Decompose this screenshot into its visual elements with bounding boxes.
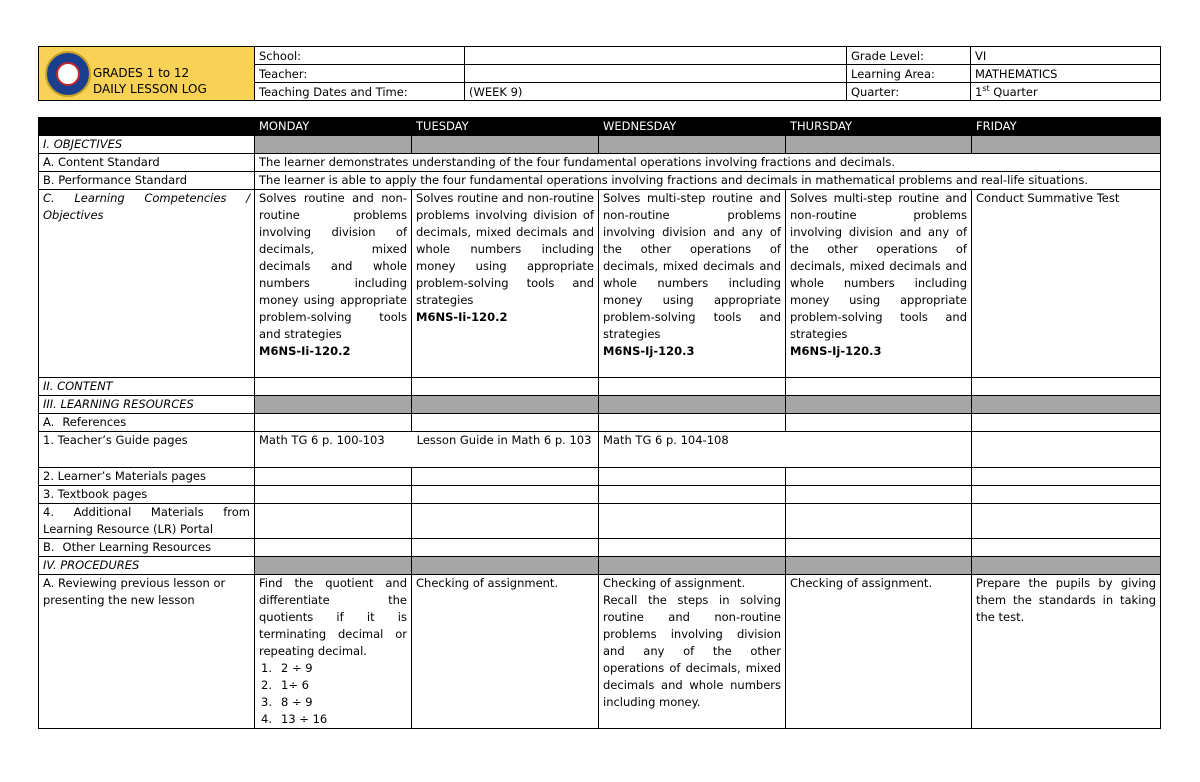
dates-label: Teaching Dates and Time: (255, 83, 465, 101)
performance-standard-label: B. Performance Standard (39, 172, 255, 190)
objectives-heading: I. OBJECTIVES (39, 136, 255, 154)
list-item: 4. 13 ÷ 16 (261, 712, 328, 726)
competency-wednesday: Solves multi-step routine and non-routine problems involving division and any of the other operations of decimals, mixed decimals and whole numbers including money using appropriate problem-solving tools and strategies M6NS-Ij-120.3 (599, 190, 786, 378)
references-label: A. References (39, 414, 255, 432)
competency-tuesday: Solves routine and non-routine problems involving division of decimals, mixed decimals and whole numbers including money using appropriate problem-solving tools and strategies M6NS-Ii-120.2 (412, 190, 599, 378)
competency-friday: Conduct Summative Test (972, 190, 1161, 378)
learners-materials-label: 2. Learner’s Materials pages (39, 468, 255, 486)
reviewing-label: A. Reviewing previous lesson or presenting the new lesson (39, 575, 255, 729)
lesson-table (38, 117, 1161, 729)
reviewing-row (39, 575, 1161, 729)
procedures-row (39, 557, 1161, 575)
teachers-guide-label: 1. Teacher’s Guide pages (39, 432, 255, 468)
reviewing-thursday: Checking of assignment. (786, 575, 972, 729)
teachers-guide-row (39, 432, 1161, 468)
learning-resources-row (39, 396, 1161, 414)
day-thursday: THURSDAY (786, 118, 972, 136)
content-standard-row (39, 154, 1161, 172)
competencies-row (39, 190, 1161, 378)
quarter-field[interactable]: 1st Quarter (971, 83, 1161, 101)
objectives-row (39, 136, 1161, 154)
grade-field[interactable]: VI (971, 47, 1161, 65)
teacher-field[interactable] (465, 65, 847, 83)
competencies-label: C. Learning Competencies / Objectives (39, 190, 255, 378)
area-field[interactable]: MATHEMATICS (971, 65, 1161, 83)
reviewing-friday: Prepare the pupils by giving them the standards in taking the test. (972, 575, 1161, 729)
title-line2: DAILY LESSON LOG (93, 82, 207, 96)
title-line1: GRADES 1 to 12 (93, 66, 190, 80)
competency-monday: Solves routine and non-routine problems involving division of decimals, mixed decimals and whole numbers including money using appropriate problem-solving tools and strategies M6NS-Ii-120.2 (255, 190, 412, 378)
grade-label: Grade Level: (847, 47, 971, 65)
reviewing-monday: Find the quotient and differentiate the quotients if it is terminating decimal or repeating decimal. 1. 2 ÷ 9 2. 1÷ 6 3. 8 ÷ 9 4. 13 ÷ 16 (255, 575, 412, 729)
learners-materials-row (39, 468, 1161, 486)
school-field[interactable] (465, 47, 847, 65)
other-resources-label: B. Other Learning Resources (39, 539, 255, 557)
references-row (39, 414, 1161, 432)
content-heading: II. CONTENT (39, 378, 255, 396)
competency-thursday: Solves multi-step routine and non-routine problems involving division and any of the other operations of decimals, mixed decimals and whole numbers including money using appropriate problem-solving tools and strategies M6NS-Ij-120.3 (786, 190, 972, 378)
header-table (38, 46, 1161, 101)
day-tuesday: TUESDAY (412, 118, 599, 136)
deped-logo-cell (39, 47, 255, 101)
monday-exercise-list (259, 660, 407, 728)
procedures-heading: IV. PROCEDURES (39, 557, 255, 575)
content-standard-text: The learner demonstrates understanding of the four fundamental operations involving fractions and decimals. (255, 154, 1161, 172)
performance-standard-row (39, 172, 1161, 190)
deped-seal-logo (45, 51, 91, 97)
teacher-label: Teacher: (255, 65, 465, 83)
teachers-guide-wed-thu: Math TG 6 p. 104-108 (599, 432, 972, 468)
day-wednesday: WEDNESDAY (599, 118, 786, 136)
list-item: 1. 2 ÷ 9 (261, 661, 313, 675)
reviewing-wednesday: Checking of assignment. Recall the steps in solving routine and non-routine problems involving division and any of the other operations of decimals, mixed decimals and whole numbers including money. (599, 575, 786, 729)
list-item: 3. 8 ÷ 9 (261, 695, 313, 709)
blank-header-cell (39, 118, 255, 136)
textbook-label: 3. Textbook pages (39, 486, 255, 504)
school-label: School: (255, 47, 465, 65)
learning-resources-heading: III. LEARNING RESOURCES (39, 396, 255, 414)
day-friday: FRIDAY (972, 118, 1161, 136)
additional-materials-label: 4. Additional Materials from Learning Resource (LR) Portal (39, 504, 255, 539)
day-header-row (39, 118, 1161, 136)
performance-standard-text: The learner is able to apply the four fundamental operations involving fractions and decimals in mathematical problems and real-life situations. (255, 172, 1161, 190)
other-resources-row (39, 539, 1161, 557)
area-label: Learning Area: (847, 65, 971, 83)
additional-materials-row (39, 504, 1161, 539)
teachers-guide-mon-tue: Math TG 6 p. 100-103 Lesson Guide in Math 6 p. 103 (255, 432, 599, 468)
reviewing-tuesday: Checking of assignment. (412, 575, 599, 729)
content-standard-label: A. Content Standard (39, 154, 255, 172)
log-title (93, 65, 207, 97)
content-row (39, 378, 1161, 396)
quarter-label: Quarter: (847, 83, 971, 101)
dates-field[interactable]: (WEEK 9) (465, 83, 847, 101)
list-item: 2. 1÷ 6 (261, 678, 309, 692)
day-monday: MONDAY (255, 118, 412, 136)
textbook-row (39, 486, 1161, 504)
